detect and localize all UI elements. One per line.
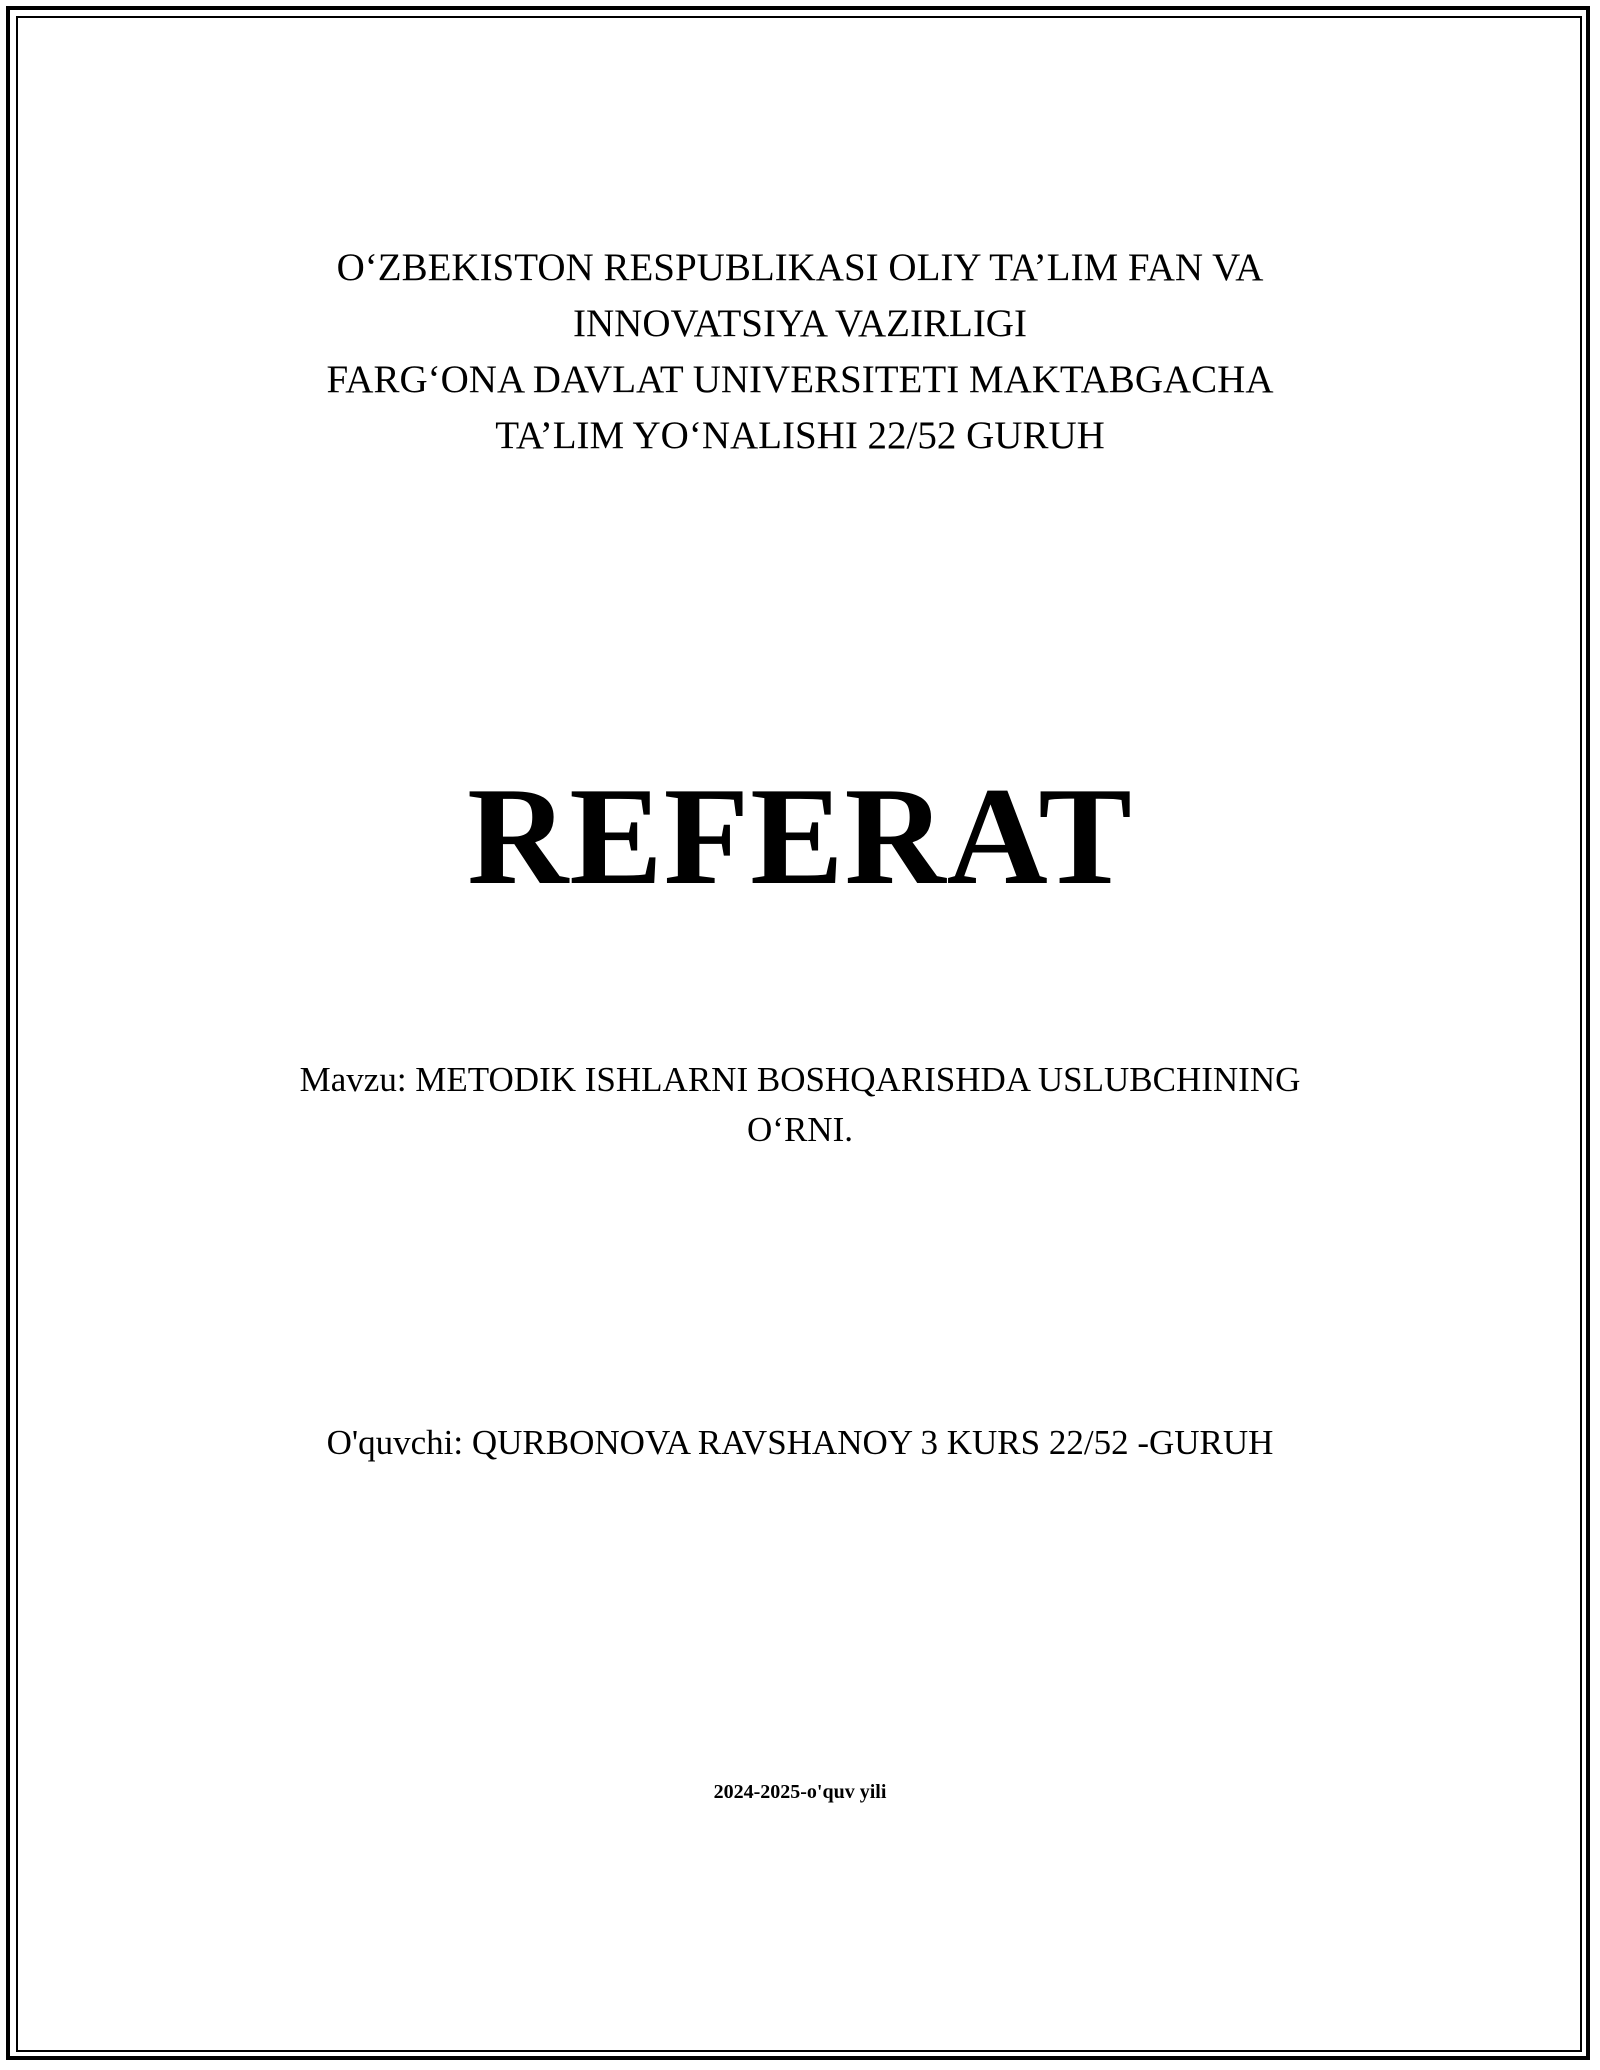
header-line: O‘ZBEKISTON RESPUBLIKASI OLIY TA’LIM FAN VA	[336, 246, 1264, 289]
academic-year: 2024-2025-o'quv yili	[713, 1781, 887, 1803]
student-info: O'quvchi: QURBONOVA RAVSHANOY 3 KURS 22/52 -GURUH	[326, 1423, 1274, 1462]
topic-line: O‘RNI.	[747, 1110, 853, 1149]
header-line: FARG‘ONA DAVLAT UNIVERSITETI MAKTABGACHA	[326, 358, 1274, 401]
header-line: INNOVATSIYA VAZIRLIGI	[573, 302, 1027, 345]
topic-text	[0, 1055, 1600, 1155]
institution-header	[0, 240, 1600, 464]
header-line: TA’LIM YO‘NALISHI 22/52 GURUH	[495, 414, 1105, 457]
document-title: REFERAT	[467, 759, 1133, 914]
topic-line: Mavzu: METODIK ISHLARNI BOSHQARISHDA USLUBCHINING	[299, 1060, 1301, 1099]
